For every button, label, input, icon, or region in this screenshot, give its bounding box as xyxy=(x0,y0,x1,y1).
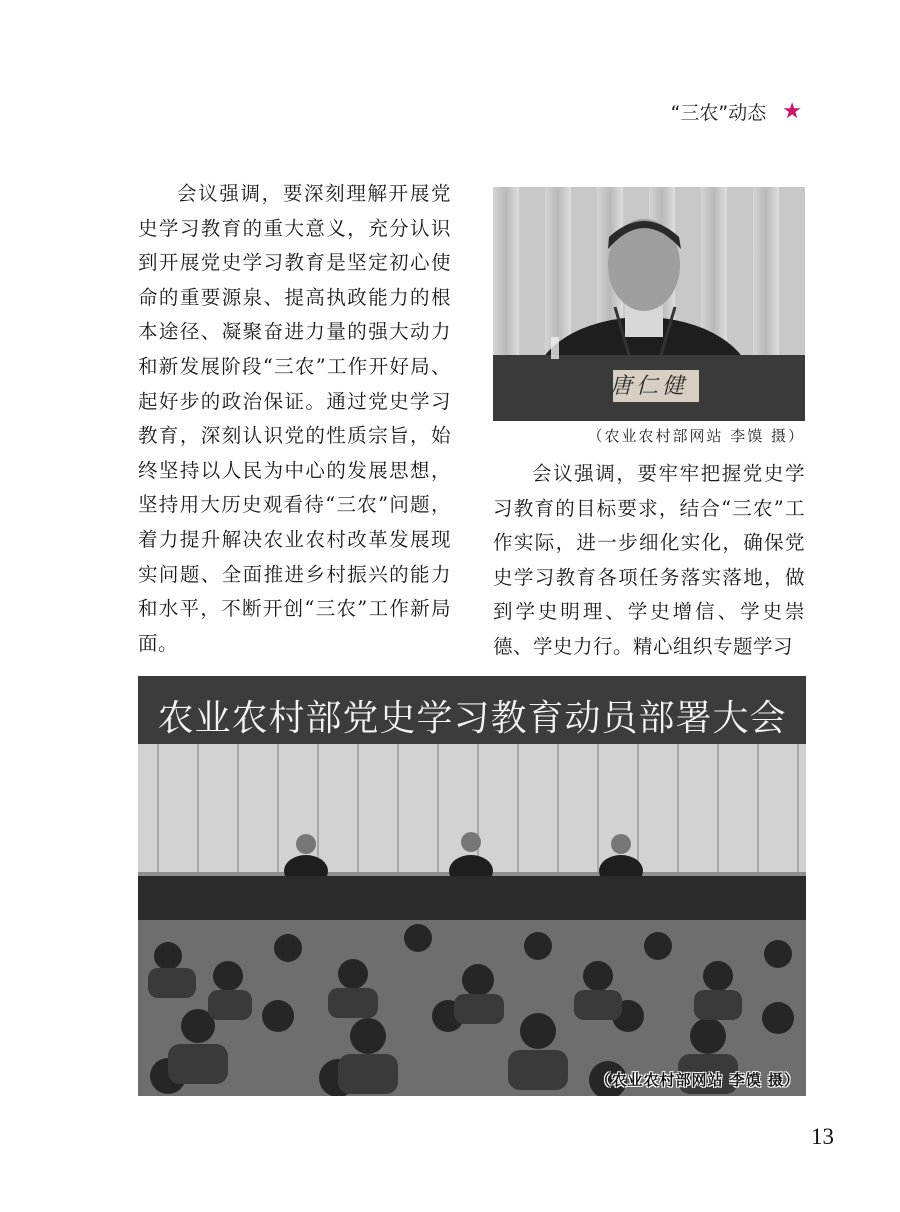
speaker-photo-caption: （农业农村部网站 李馍 摄） xyxy=(587,427,805,445)
meeting-photo-caption: （农业农村部网站 李馍 摄） xyxy=(595,1071,800,1089)
right-column-text: 会议强调，要牢牢把握党史学习教育的目标要求，结合“三农”工作实际，进一步细化实化，确保党史学习教育各项任务落实落地，做到学史明理、学史增信、学史崇德、学史力行。精心组织专题学习 xyxy=(493,462,805,658)
nameplate: 唐仁健 xyxy=(609,374,688,399)
meeting-hall-photo xyxy=(138,676,806,1096)
speaker-photo xyxy=(493,187,805,421)
left-column-text: 会议强调，要深刻理解开展党史学习教育的重大意义，充分认识到开展党史学习教育是坚定初心使命的重要源泉、提高执政能力的根本途径、凝聚奋进力量的强大动力和新发展阶段“三农”工作开好局、起好步的政治保证。通过党史学习教育，深刻认识党的性质宗旨，始终坚持以人民为中心的发展思想，坚持用大历史观看待“三农”问题，着力提升解决农业农村改革发展现实问题、全面推进乡村振兴的能力和水平，不断开创“三农”工作新局面。 xyxy=(138,182,451,655)
meeting-banner: 农业农村部党史学习教育动员部署大会 xyxy=(157,698,787,739)
section-header xyxy=(671,98,802,125)
section-title: “三农”动态 xyxy=(670,102,767,124)
page-number: 13 xyxy=(811,1124,834,1149)
star-icon: ★ xyxy=(782,98,802,124)
